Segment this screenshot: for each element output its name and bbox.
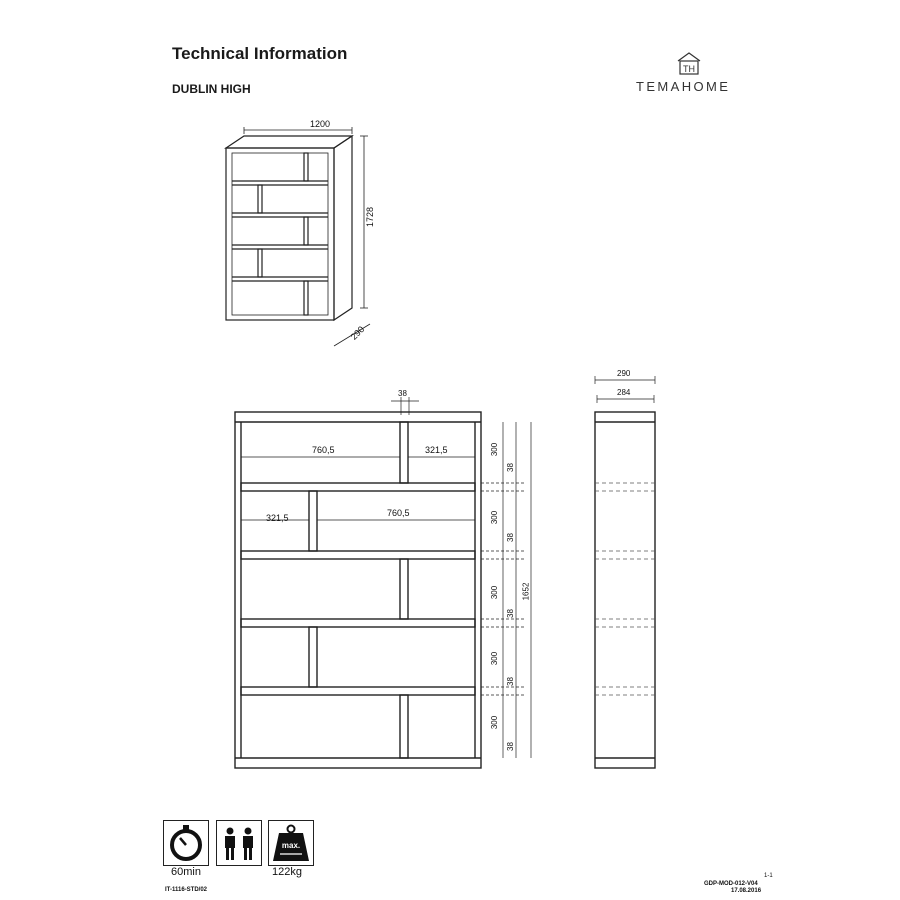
iso-height-label: 1728 [365,206,376,228]
compartment-d-label: 760,5 [387,508,410,518]
shelf-thickness-4: 38 [505,677,515,686]
doc-code: IT-1116-STD/02 [165,887,208,893]
top-thickness-label: 38 [398,389,407,398]
weight: 122kg [272,866,302,878]
shelf-thickness-3: 38 [505,609,515,618]
shelf-thickness-2: 38 [505,533,515,542]
isometric-view [220,118,390,363]
brand-logo [676,51,702,80]
shelf-height-2: 300 [490,510,500,525]
front-view [225,385,555,770]
iso-width-label: 1200 [310,119,331,129]
shelf-thickness-1: 38 [505,463,515,472]
iso-depth-label: 290 [348,324,367,342]
shelf-height-4: 300 [490,651,500,666]
inner-height-label: 1652 [521,582,531,601]
compartment-c-label: 321,5 [266,513,289,523]
weight-icon [269,821,313,865]
shelf-height-3: 300 [490,585,500,600]
date: 17.08.2016 [731,888,762,894]
shelf-height-1: 300 [490,442,500,457]
brand-name: TEMAHOME [636,79,731,94]
form-code: GDP-MOD-012-V04 [704,881,758,887]
compartment-b-label: 321,5 [425,445,448,455]
assembly-time-box [163,820,209,866]
weight-badge: max. [281,841,301,850]
side-view [590,372,665,772]
stopwatch-icon [164,821,208,865]
persons-box [216,820,262,866]
shelf-thickness-5: 38 [505,742,515,751]
page-number: 1-1 [764,873,773,879]
side-inner-depth-label: 284 [617,388,631,397]
shelf-height-5: 300 [490,715,500,730]
house-icon [676,51,702,75]
product-name: DUBLIN HIGH [172,82,251,96]
two-persons-icon [217,821,261,865]
weight-box [268,820,314,866]
compartment-a-label: 760,5 [312,445,335,455]
assembly-time: 60min [171,866,201,878]
side-outer-depth-label: 290 [617,369,631,378]
logo-letters: TH [683,64,695,74]
page-title: Technical Information [172,44,348,63]
